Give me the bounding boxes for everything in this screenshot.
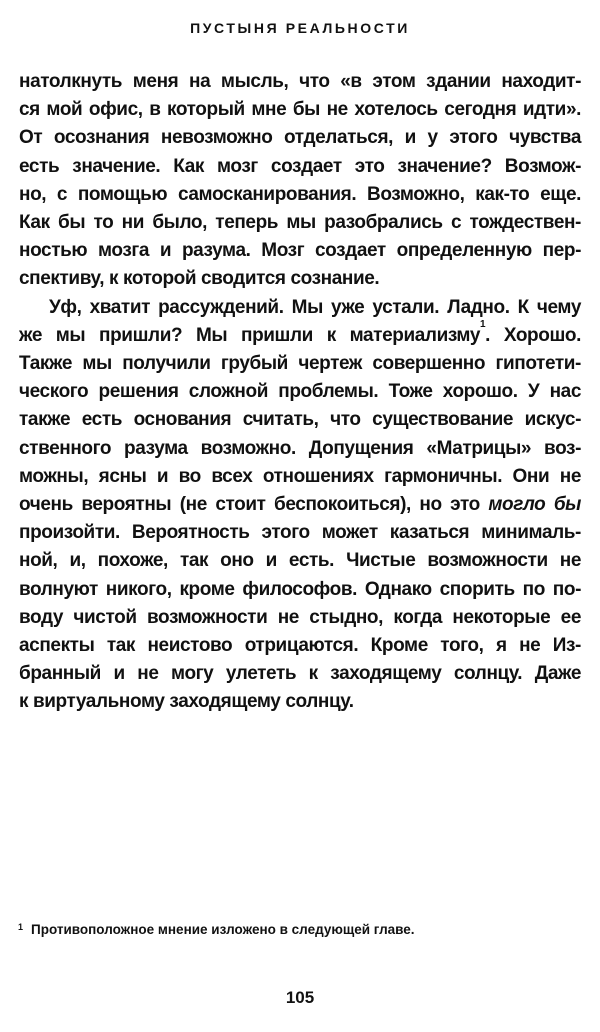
text-line [19, 435, 581, 463]
footnote-text: Противоположное мнение изложено в следующей главе. [31, 922, 415, 937]
footnote-marker: 1 [18, 922, 24, 932]
text-segment: очень вероятны (не стоит беспокоиться), но это [19, 494, 489, 516]
text-line [19, 237, 581, 265]
text-segment: есть значение. Как мозг создает это значение? Возмож- [19, 155, 581, 177]
running-head: ПУСТЫНЯ РЕАЛЬНОСТИ [190, 20, 410, 36]
text-segment: можны, ясны и во всех отношениях гармоничны. Они не [19, 465, 581, 487]
text-segment: ственного разума возможно. Допущения «Матрицы» воз- [19, 437, 581, 459]
text-line [19, 604, 581, 632]
text-line [19, 153, 581, 181]
text-segment: Также мы получили грубый чертеж совершенно гипотети- [19, 353, 581, 375]
text-segment: произойти. Вероятность этого может казаться минималь- [19, 522, 581, 544]
text-segment: ся мой офис, в который мне бы не хотелось сегодня идти». [19, 99, 581, 121]
italic-text: могло бы [488, 494, 582, 516]
text-line [19, 660, 581, 688]
text-line [19, 688, 581, 716]
text-segment: же мы пришли? Мы пришли к материализму [19, 324, 480, 346]
text-segment: . Хорошо. [485, 324, 581, 346]
text-line [19, 378, 581, 406]
text-segment: спективу, к которой сводится сознание. [19, 268, 380, 290]
text-segment: воду чистой возможности не стыдно, когда некоторые ее [19, 606, 581, 628]
page-number: 105 [285, 988, 315, 1007]
text-segment: Уф, хватит рассуждений. Мы уже устали. Ладно. К чему [49, 296, 581, 318]
text-line [19, 519, 581, 547]
text-line [19, 406, 581, 434]
text-line [19, 547, 581, 575]
text-line [19, 181, 581, 209]
text-segment: но, с помощью самосканирования. Возможно, как-то еще. [19, 183, 581, 205]
text-segment: также есть основания считать, что существование искус- [19, 409, 581, 431]
text-segment: Как бы то ни было, теперь мы разобрались с тождествен- [19, 212, 581, 234]
text-line [19, 318, 581, 350]
text-line [19, 209, 581, 237]
text-segment: ной, и, похоже, так оно и есть. Чистые возможности не [19, 550, 581, 572]
footnote-reference: 1 [480, 318, 486, 330]
text-segment: ностью мозга и разума. Мозг создает определенную пер- [19, 240, 581, 262]
text-segment: бранный и не могу улететь к заходящему солнцу. Даже [19, 663, 581, 685]
text-segment: к виртуальному заходящему солнцу. [19, 691, 354, 713]
text-segment: волнуют никого, кроме философов. Однако спорить по по- [19, 578, 581, 600]
text-line [19, 294, 581, 322]
text-line [19, 96, 581, 124]
text-line [19, 350, 581, 378]
text-segment: ческого решения сложной проблемы. Тоже хорошо. У нас [19, 381, 581, 403]
text-segment: От осознания невозможно отделаться, и у этого чувства [19, 127, 581, 149]
text-line [19, 491, 581, 519]
text-segment: натолкнуть меня на мысль, что «в этом здании находит- [19, 71, 581, 92]
text-segment: аспекты так неистово отрицаются. Кроме того, я не Из- [19, 635, 581, 657]
text-line [19, 124, 581, 152]
text-line [19, 632, 581, 660]
text-line [19, 463, 581, 491]
text-line [19, 265, 581, 293]
text-line [19, 68, 581, 96]
text-line [19, 576, 581, 604]
footnote [18, 922, 582, 937]
body-text [19, 68, 581, 717]
